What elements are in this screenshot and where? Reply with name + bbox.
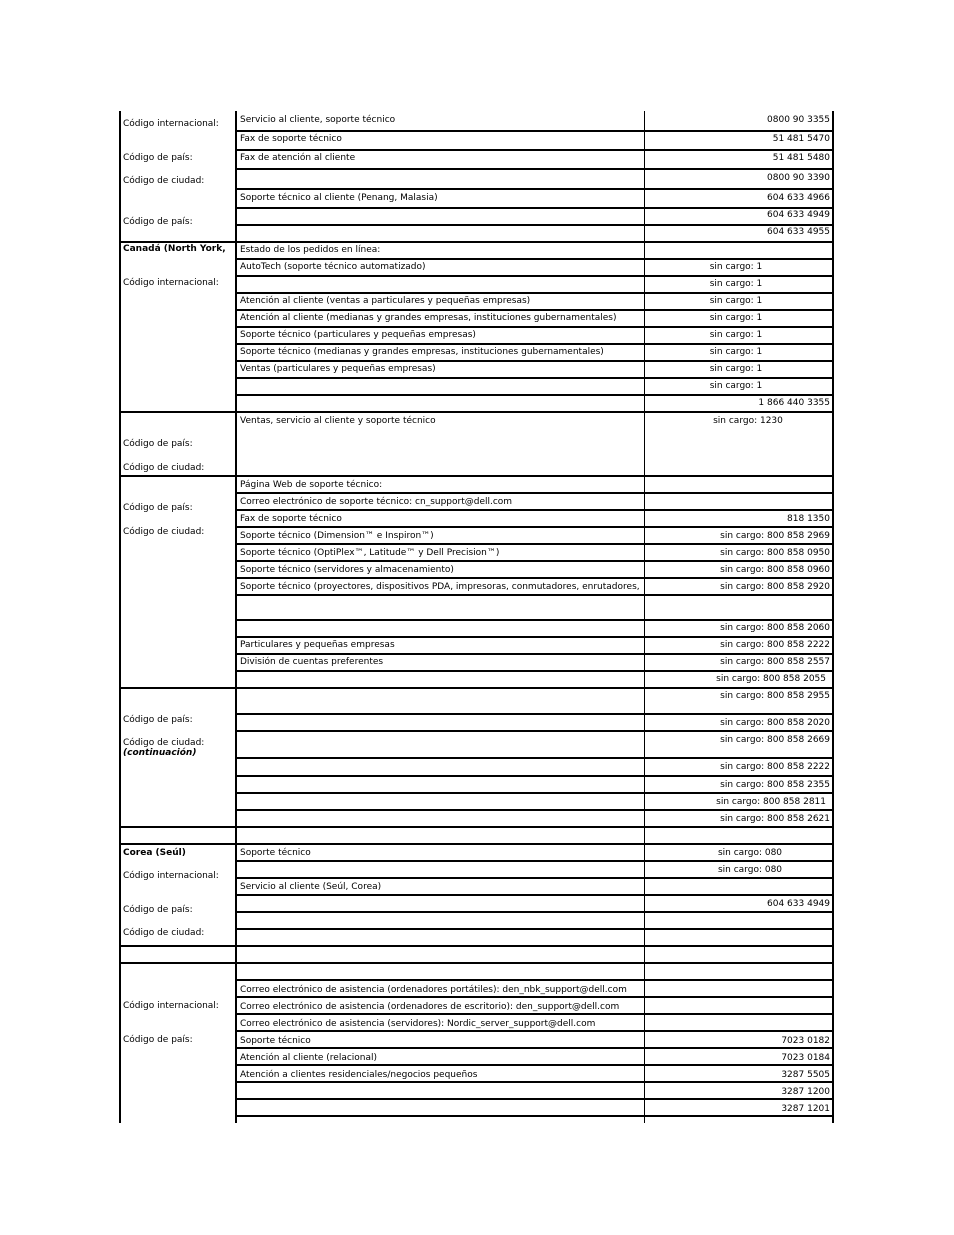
row-rule bbox=[237, 1115, 834, 1117]
row-description: Estado de los pedidos en línea: bbox=[240, 245, 381, 255]
country-code-label: Código de país: bbox=[123, 439, 193, 449]
row-rule bbox=[237, 1064, 834, 1066]
row-rule bbox=[237, 877, 834, 879]
row-description: Soporte técnico bbox=[240, 848, 311, 858]
country-code-label: Código de país: bbox=[123, 217, 193, 227]
row-description: Página Web de soporte técnico: bbox=[240, 480, 383, 490]
phone-number: sin cargo: 800 858 2222 bbox=[720, 640, 830, 650]
international-code-label: Código internacional: bbox=[123, 119, 219, 129]
row-rule bbox=[237, 1081, 834, 1083]
phone-number: 3287 5505 bbox=[781, 1070, 830, 1080]
row-rule bbox=[237, 224, 834, 226]
phone-number: 3287 1201 bbox=[781, 1104, 830, 1114]
toll-free-number: sin cargo: 1 bbox=[709, 364, 763, 374]
country-code-label: Código de país: bbox=[123, 153, 193, 163]
label-column-divider bbox=[235, 111, 237, 1123]
phone-number: 51 481 5480 bbox=[772, 153, 830, 163]
row-rule bbox=[237, 475, 834, 477]
row-rule bbox=[237, 757, 834, 759]
toll-free-number: sin cargo: 1 bbox=[709, 279, 763, 289]
section-rule bbox=[119, 411, 237, 413]
row-rule bbox=[237, 894, 834, 896]
row-rule bbox=[237, 509, 834, 511]
row-description: Soporte técnico (OptiPlex™, Latitude™ y Dell Precision™) bbox=[240, 548, 500, 558]
row-description: División de cuentas preferentes bbox=[240, 657, 384, 667]
phone-number: 604 633 4949 bbox=[767, 210, 830, 220]
country-code-label: Código de país: bbox=[123, 1035, 193, 1045]
phone-number: sin cargo: 800 858 2222 bbox=[720, 762, 830, 772]
country-code-label: Código de país: bbox=[123, 503, 193, 513]
row-rule bbox=[237, 792, 834, 794]
phone-number: 818 1350 bbox=[787, 514, 830, 524]
phone-number: sin cargo: 800 858 2920 bbox=[720, 582, 830, 592]
row-rule bbox=[237, 843, 834, 845]
phone-number: 51 481 5470 bbox=[772, 134, 830, 144]
phone-number: 0800 90 3390 bbox=[767, 173, 830, 183]
row-rule bbox=[237, 241, 834, 243]
row-rule bbox=[237, 928, 834, 930]
row-rule bbox=[237, 979, 834, 981]
row-rule bbox=[237, 826, 834, 828]
row-rule bbox=[237, 594, 834, 596]
toll-free-number: sin cargo: 1 bbox=[709, 347, 763, 357]
row-description: Fax de soporte técnico bbox=[240, 514, 342, 524]
row-rule bbox=[237, 687, 834, 689]
row-description: Correo electrónico de soporte técnico: cn_support@dell.com bbox=[240, 497, 513, 507]
row-rule bbox=[237, 911, 834, 913]
row-description: Soporte técnico (servidores y almacenamiento) bbox=[240, 565, 454, 575]
phone-number: 604 633 4966 bbox=[767, 193, 830, 203]
row-description: Soporte técnico (proyectores, dispositivos PDA, impresoras, conmutadores, enrutadores, bbox=[240, 582, 640, 592]
table-right-border bbox=[832, 111, 834, 1123]
international-code-label: Código internacional: bbox=[123, 871, 219, 881]
city-code-label: Código de ciudad: bbox=[123, 527, 205, 537]
row-description: Correo electrónico de asistencia (ordenadores portátiles): den_nbk_support@dell.com bbox=[240, 985, 627, 995]
row-rule bbox=[237, 360, 834, 362]
international-code-label: Código internacional: bbox=[123, 1001, 219, 1011]
row-rule bbox=[237, 775, 834, 777]
phone-number: 1 866 440 3355 bbox=[758, 398, 830, 408]
row-description: Atención al cliente (relacional) bbox=[240, 1053, 378, 1063]
phone-number: sin cargo: 800 858 2020 bbox=[720, 718, 830, 728]
row-rule bbox=[237, 377, 834, 379]
phone-number: sin cargo: 800 858 2055 bbox=[716, 674, 826, 684]
phone-number: sin cargo: 800 858 2811 bbox=[716, 797, 826, 807]
phone-number: 7023 0184 bbox=[781, 1053, 830, 1063]
row-description: Soporte técnico (medianas y grandes empresas, instituciones gubernamentales) bbox=[240, 347, 604, 357]
toll-free-number: sin cargo: 1 bbox=[709, 296, 763, 306]
section-rule bbox=[119, 826, 237, 828]
row-description: Ventas, servicio al cliente y soporte técnico bbox=[240, 416, 436, 426]
phone-number: sin cargo: 800 858 2955 bbox=[720, 691, 830, 701]
international-code-label: Código internacional: bbox=[123, 278, 219, 288]
section-rule bbox=[119, 475, 237, 477]
row-rule bbox=[237, 492, 834, 494]
phone-number: sin cargo: 800 858 2557 bbox=[720, 657, 830, 667]
city-code-label: Código de ciudad: bbox=[123, 176, 205, 186]
row-rule bbox=[237, 1047, 834, 1049]
row-rule bbox=[237, 343, 834, 345]
phone-number: sin cargo: 800 858 0950 bbox=[720, 548, 830, 558]
section-rule bbox=[119, 241, 237, 243]
row-rule bbox=[237, 653, 834, 655]
phone-number: 7023 0182 bbox=[781, 1036, 830, 1046]
row-rule bbox=[237, 543, 834, 545]
row-rule bbox=[237, 149, 834, 151]
row-rule bbox=[237, 411, 834, 413]
row-rule bbox=[237, 292, 834, 294]
toll-free-number: sin cargo: 1230 bbox=[713, 416, 783, 426]
continued-label: (continuación) bbox=[123, 748, 197, 758]
row-rule bbox=[237, 713, 834, 715]
row-rule bbox=[237, 394, 834, 396]
row-rule bbox=[237, 275, 834, 277]
row-description: Particulares y pequeñas empresas bbox=[240, 640, 395, 650]
toll-free-number: sin cargo: 1 bbox=[709, 262, 763, 272]
row-rule bbox=[237, 526, 834, 528]
toll-free-number: sin cargo: 1 bbox=[709, 330, 763, 340]
phone-number: sin cargo: 800 858 2060 bbox=[720, 623, 830, 633]
number-column-divider bbox=[644, 111, 645, 1123]
phone-number: 604 633 4955 bbox=[767, 227, 830, 237]
toll-free-number: sin cargo: 1 bbox=[709, 313, 763, 323]
row-rule bbox=[237, 326, 834, 328]
row-rule bbox=[237, 730, 834, 732]
row-description: Soporte técnico (particulares y pequeñas empresas) bbox=[240, 330, 476, 340]
city-code-label: Código de ciudad: bbox=[123, 463, 205, 473]
toll-free-number: sin cargo: 1 bbox=[709, 381, 763, 391]
section-rule bbox=[119, 843, 237, 845]
row-description: Soporte técnico bbox=[240, 1036, 311, 1046]
row-description: Atención a clientes residenciales/negocios pequeños bbox=[240, 1070, 478, 1080]
row-description: Servicio al cliente (Seúl, Corea) bbox=[240, 882, 382, 892]
row-description: AutoTech (soporte técnico automatizado) bbox=[240, 262, 426, 272]
row-rule bbox=[237, 577, 834, 579]
phone-number: 3287 1200 bbox=[781, 1087, 830, 1097]
row-rule bbox=[237, 619, 834, 621]
city-code-label: Código de ciudad: bbox=[123, 928, 205, 938]
row-description: Atención al cliente (ventas a particulares y pequeñas empresas) bbox=[240, 296, 531, 306]
country-name-label: Corea (Seúl) bbox=[123, 848, 186, 858]
row-description: Correo electrónico de asistencia (ordenadores de escritorio): den_support@dell.com bbox=[240, 1002, 620, 1012]
phone-number: sin cargo: 800 858 2669 bbox=[720, 735, 830, 745]
row-rule bbox=[237, 860, 834, 862]
toll-free-number: sin cargo: 080 bbox=[717, 848, 783, 858]
row-rule bbox=[237, 1030, 834, 1032]
row-description: Servicio al cliente, soporte técnico bbox=[240, 115, 396, 125]
phone-number: sin cargo: 800 858 0960 bbox=[720, 565, 830, 575]
row-rule bbox=[237, 258, 834, 260]
row-rule bbox=[237, 1098, 834, 1100]
row-rule bbox=[237, 962, 834, 964]
section-rule bbox=[119, 962, 237, 964]
phone-number: 604 633 4949 bbox=[767, 899, 830, 909]
section-rule bbox=[119, 687, 237, 689]
row-description: Fax de soporte técnico bbox=[240, 134, 342, 144]
row-rule bbox=[237, 188, 834, 190]
row-rule bbox=[237, 309, 834, 311]
row-rule bbox=[237, 945, 834, 947]
row-description: Fax de atención al cliente bbox=[240, 153, 356, 163]
city-code-label: Código de ciudad: bbox=[123, 738, 205, 748]
section-rule bbox=[119, 945, 237, 947]
row-rule bbox=[237, 1013, 834, 1015]
row-description: Soporte técnico al cliente (Penang, Malasia) bbox=[240, 193, 438, 203]
country-name-label: Canadá (North York, bbox=[123, 244, 226, 254]
country-code-label: Código de país: bbox=[123, 715, 193, 725]
table-left-border bbox=[119, 111, 121, 1123]
row-description: Correo electrónico de asistencia (servidores): Nordic_server_support@dell.com bbox=[240, 1019, 596, 1029]
row-rule bbox=[237, 809, 834, 811]
row-rule bbox=[237, 636, 834, 638]
phone-number: 0800 90 3355 bbox=[767, 115, 830, 125]
row-description: Atención al cliente (medianas y grandes empresas, instituciones gubernamentales) bbox=[240, 313, 617, 323]
row-rule bbox=[237, 207, 834, 209]
row-rule bbox=[237, 996, 834, 998]
row-rule bbox=[237, 560, 834, 562]
row-rule bbox=[237, 168, 834, 170]
row-description: Soporte técnico (Dimension™ e Inspiron™) bbox=[240, 531, 434, 541]
phone-number: sin cargo: 800 858 2355 bbox=[720, 780, 830, 790]
phone-number: sin cargo: 800 858 2969 bbox=[720, 531, 830, 541]
toll-free-number: sin cargo: 080 bbox=[717, 865, 783, 875]
phone-number: sin cargo: 800 858 2621 bbox=[720, 814, 830, 824]
row-rule bbox=[237, 130, 834, 132]
country-code-label: Código de país: bbox=[123, 905, 193, 915]
row-rule bbox=[237, 670, 834, 672]
row-description: Ventas (particulares y pequeñas empresas) bbox=[240, 364, 436, 374]
